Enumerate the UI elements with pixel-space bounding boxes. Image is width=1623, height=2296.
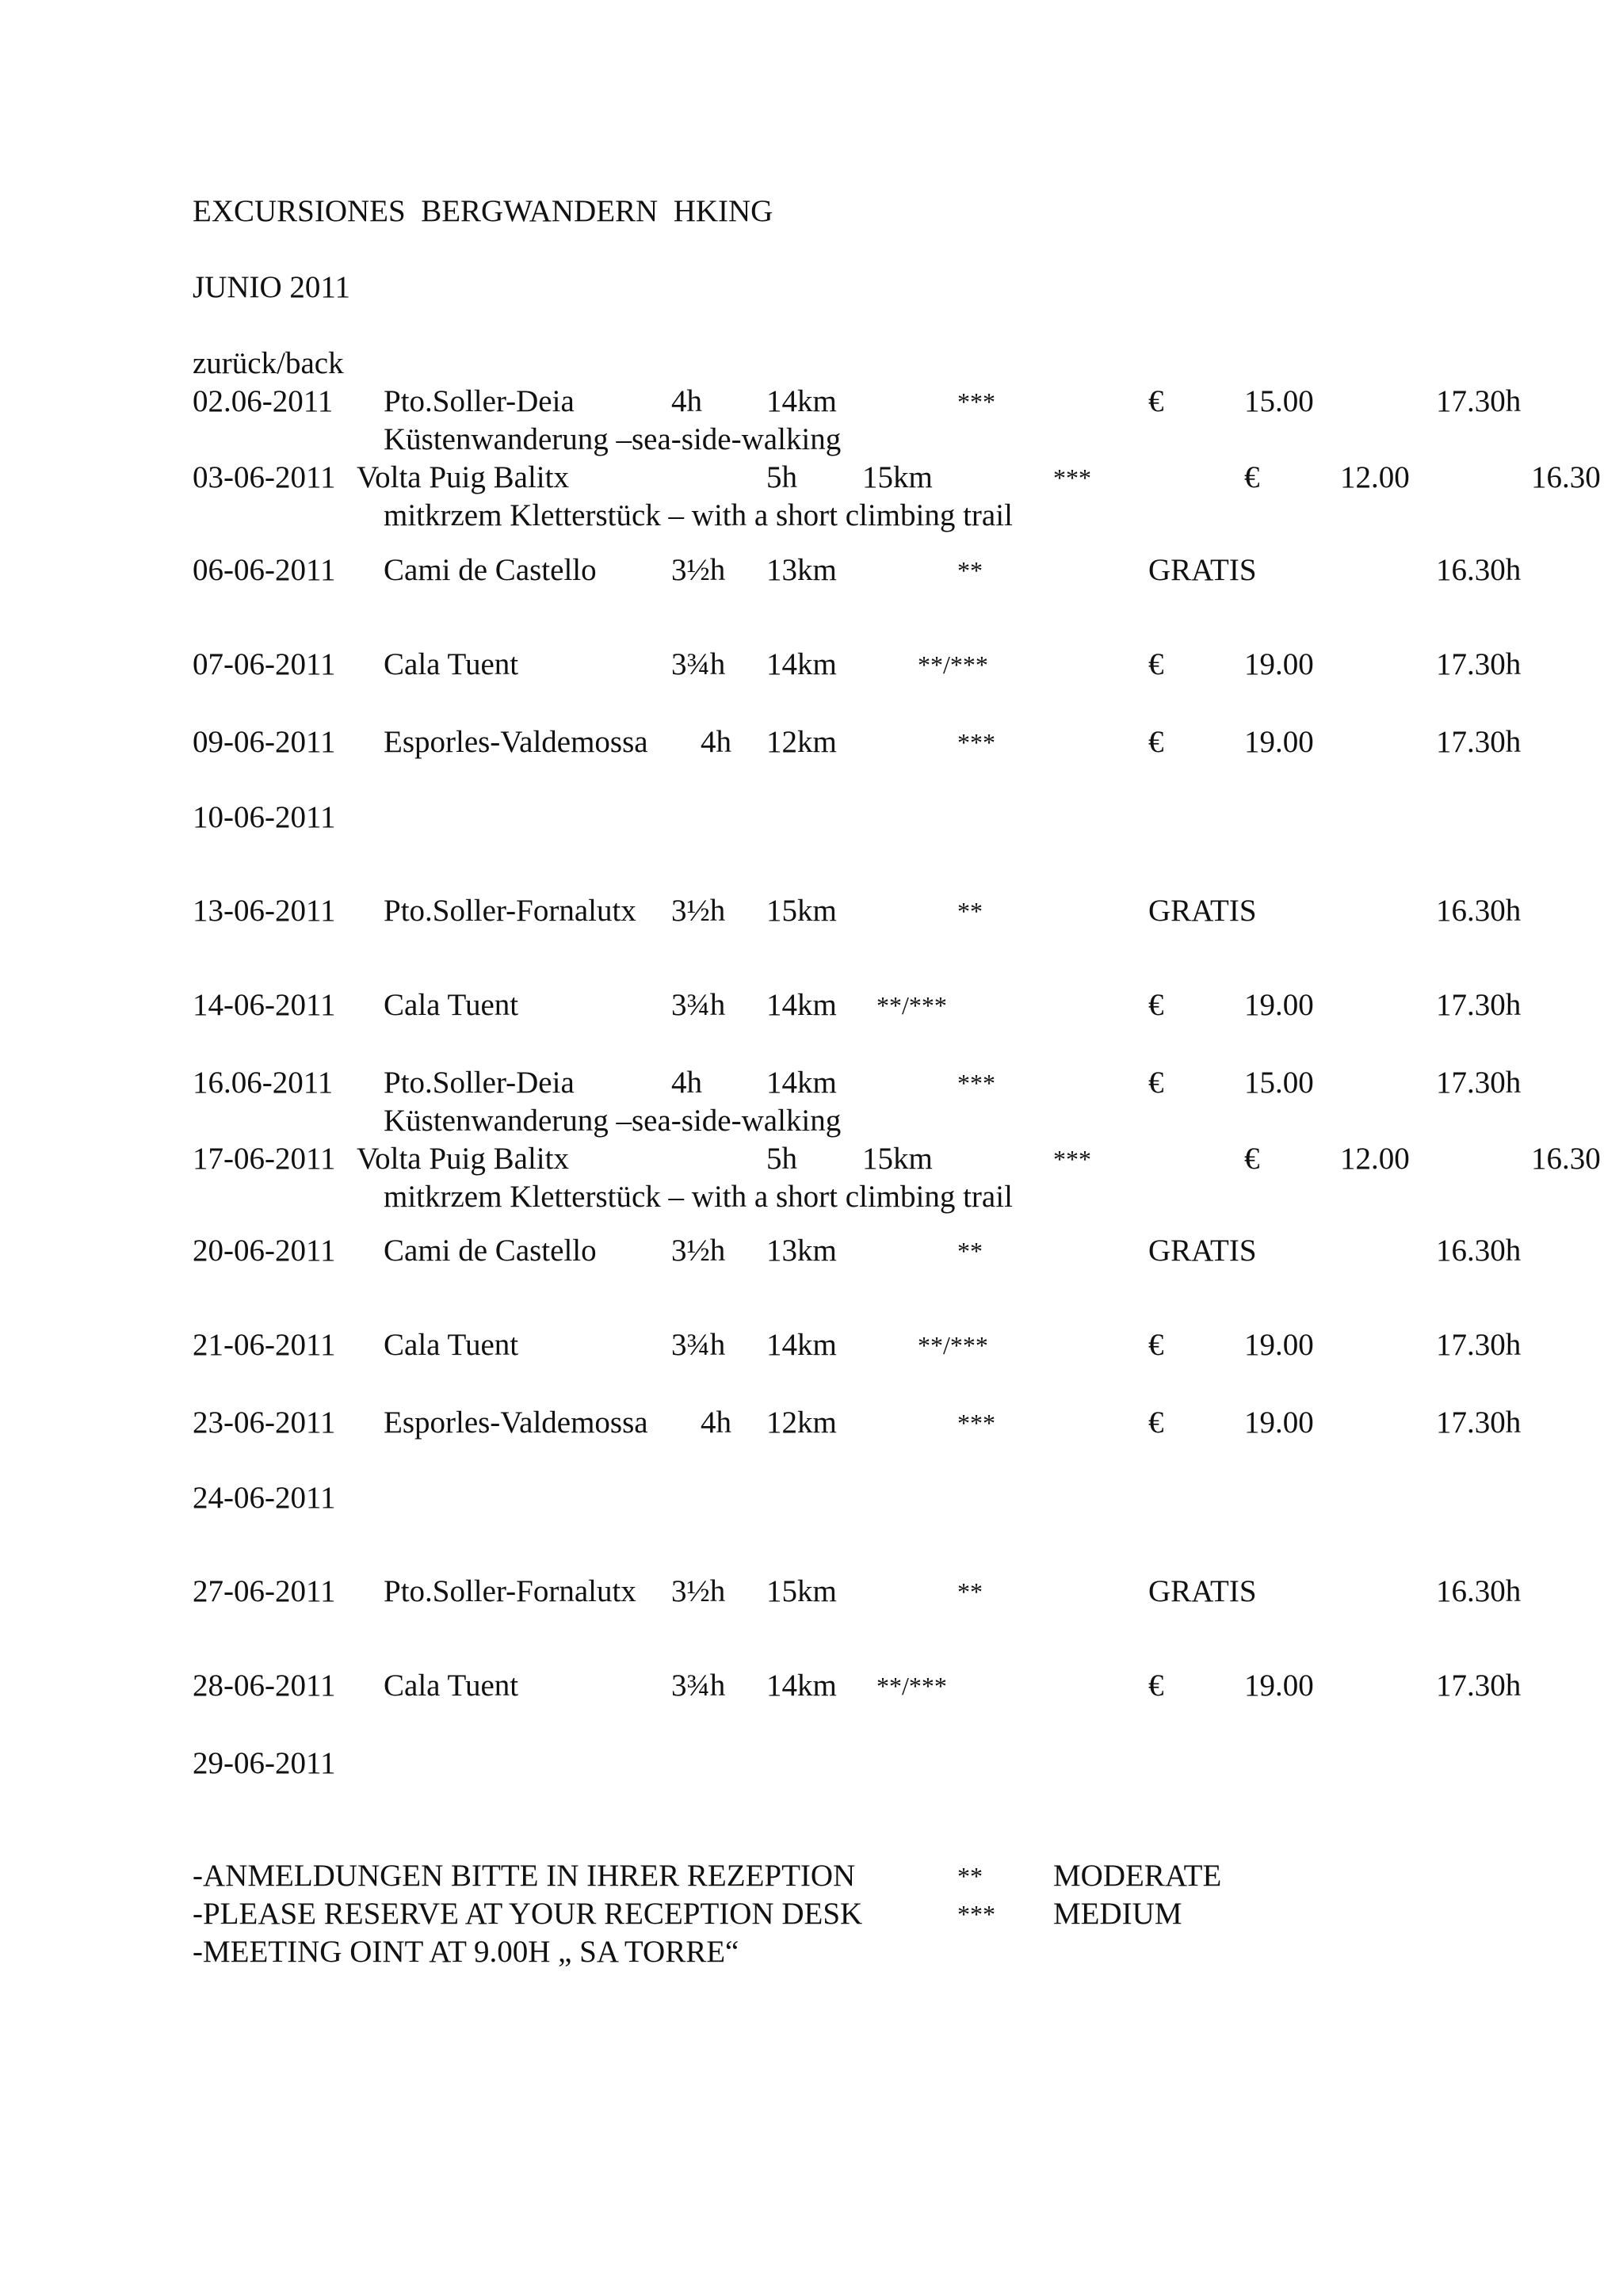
row-return-time: 16.30h xyxy=(1436,1234,1522,1268)
row-price: 15.00 xyxy=(1244,384,1314,418)
row-currency: € xyxy=(1148,725,1164,759)
row-difficulty: *** xyxy=(957,387,995,416)
row-distance: 15km xyxy=(862,460,933,494)
row-duration: 3½h xyxy=(671,553,726,587)
row-return-time: 17.30h xyxy=(1436,647,1522,681)
row-duration: 3¾h xyxy=(671,1669,726,1703)
row-return-time: 16.30h xyxy=(1436,894,1522,928)
row-date: 27-06-2011 xyxy=(193,1574,336,1608)
row-price: 12.00 xyxy=(1340,460,1410,494)
row-date: 02.06-2011 xyxy=(193,384,334,418)
row-difficulty: **/*** xyxy=(876,1672,947,1700)
row-route: Pto.Soller-Deia xyxy=(384,384,575,418)
row-price: GRATIS xyxy=(1148,1234,1257,1268)
row-difficulty: *** xyxy=(1053,463,1091,492)
row-note: mitkrzem Kletterstück – with a short climbing trail xyxy=(384,498,1013,532)
row-price: 19.00 xyxy=(1244,1405,1314,1440)
row-currency: € xyxy=(1148,647,1164,681)
row-distance: 14km xyxy=(766,988,837,1022)
document-title: EXCURSIONES BERGWANDERN HKING xyxy=(193,194,773,228)
row-return-time: 17.30h xyxy=(1436,384,1522,418)
row-duration: 3½h xyxy=(671,1234,726,1268)
row-duration: 3½h xyxy=(671,1574,726,1608)
row-price: 19.00 xyxy=(1244,1328,1314,1362)
row-duration: 3¾h xyxy=(671,1328,726,1362)
row-duration: 5h xyxy=(766,1142,797,1176)
row-route: Esporles-Valdemossa xyxy=(384,725,648,759)
row-price: 19.00 xyxy=(1244,725,1314,759)
legend-stars-moderate: ** xyxy=(957,1862,983,1890)
row-distance: 13km xyxy=(766,1234,837,1268)
row-route: Pto.Soller-Deia xyxy=(384,1066,575,1100)
row-distance: 14km xyxy=(766,1328,837,1362)
row-price: GRATIS xyxy=(1148,1574,1257,1608)
row-route: Cala Tuent xyxy=(384,988,519,1022)
legend-label-moderate: MODERATE xyxy=(1053,1859,1222,1893)
row-price: GRATIS xyxy=(1148,894,1257,928)
row-currency: € xyxy=(1244,1142,1260,1176)
row-distance: 12km xyxy=(766,725,837,759)
row-duration: 4h xyxy=(671,1066,702,1100)
row-date: 09-06-2011 xyxy=(193,725,336,759)
footer-registration-en: -PLEASE RESERVE AT YOUR RECEPTION DESK xyxy=(193,1897,863,1931)
row-price: 15.00 xyxy=(1244,1066,1314,1100)
row-date: 21-06-2011 xyxy=(193,1328,336,1362)
row-price: 19.00 xyxy=(1244,1669,1314,1703)
row-currency: € xyxy=(1148,1328,1164,1362)
row-price: 12.00 xyxy=(1340,1142,1410,1176)
row-route: Cami de Castello xyxy=(384,1234,597,1268)
row-price: 19.00 xyxy=(1244,647,1314,681)
row-difficulty: *** xyxy=(1053,1145,1091,1173)
row-distance: 14km xyxy=(766,647,837,681)
row-date: 24-06-2011 xyxy=(193,1481,336,1515)
row-return-time: 17.30h xyxy=(1436,1328,1522,1362)
row-return-time: 16.30h xyxy=(1436,1574,1522,1608)
row-distance: 13km xyxy=(766,553,837,587)
row-difficulty: *** xyxy=(957,1409,995,1437)
row-route: Esporles-Valdemossa xyxy=(384,1405,648,1440)
row-duration: 4h xyxy=(701,725,731,759)
row-date: 13-06-2011 xyxy=(193,894,336,928)
row-difficulty: ** xyxy=(957,1237,983,1265)
row-return-time: 17.30h xyxy=(1436,1405,1522,1440)
row-date: 14-06-2011 xyxy=(193,988,336,1022)
row-duration: 5h xyxy=(766,460,797,494)
row-difficulty: ** xyxy=(957,897,983,925)
row-note: Küstenwanderung –sea-side-walking xyxy=(384,422,842,456)
row-note: Küstenwanderung –sea-side-walking xyxy=(384,1104,842,1138)
row-return-time: 17.30h xyxy=(1436,988,1522,1022)
row-currency: € xyxy=(1148,988,1164,1022)
row-route: Volta Puig Balitx xyxy=(357,1142,569,1176)
row-distance: 12km xyxy=(766,1405,837,1440)
row-duration: 3¾h xyxy=(671,647,726,681)
row-date: 07-06-2011 xyxy=(193,647,336,681)
row-currency: € xyxy=(1148,1669,1164,1703)
row-return-time: 16.30h xyxy=(1436,553,1522,587)
row-duration: 4h xyxy=(701,1405,731,1440)
row-return-time: 16.30 xyxy=(1531,460,1601,494)
row-date: 10-06-2011 xyxy=(193,800,336,834)
row-return-time: 17.30h xyxy=(1436,1066,1522,1100)
footer-meeting-point: -MEETING OINT AT 9.00H „ SA TORRE“ xyxy=(193,1935,739,1969)
row-difficulty: *** xyxy=(957,728,995,757)
footer-registration-de: -ANMELDUNGEN BITTE IN IHRER REZEPTION xyxy=(193,1859,856,1893)
row-return-time: 17.30h xyxy=(1436,1669,1522,1703)
row-difficulty: **/*** xyxy=(876,991,947,1020)
row-price: GRATIS xyxy=(1148,553,1257,587)
row-difficulty: **/*** xyxy=(918,650,988,679)
row-route: Cala Tuent xyxy=(384,1669,519,1703)
row-distance: 14km xyxy=(766,1066,837,1100)
row-difficulty: **/*** xyxy=(918,1331,988,1360)
row-return-time: 17.30h xyxy=(1436,725,1522,759)
row-route: Cala Tuent xyxy=(384,1328,519,1362)
row-currency: € xyxy=(1148,1066,1164,1100)
legend-label-medium: MEDIUM xyxy=(1053,1897,1182,1931)
row-route: Volta Puig Balitx xyxy=(357,460,569,494)
row-route: Cami de Castello xyxy=(384,553,597,587)
row-date: 16.06-2011 xyxy=(193,1066,334,1100)
row-date: 28-06-2011 xyxy=(193,1669,336,1703)
row-route: Cala Tuent xyxy=(384,647,519,681)
row-distance: 14km xyxy=(766,1669,837,1703)
row-date: 29-06-2011 xyxy=(193,1746,336,1780)
row-date: 06-06-2011 xyxy=(193,553,336,587)
row-distance: 15km xyxy=(862,1142,933,1176)
row-duration: 4h xyxy=(671,384,702,418)
row-route: Pto.Soller-Fornalutx xyxy=(384,1574,636,1608)
row-currency: € xyxy=(1148,384,1164,418)
row-difficulty: ** xyxy=(957,556,983,585)
row-price: 19.00 xyxy=(1244,988,1314,1022)
row-duration: 3¾h xyxy=(671,988,726,1022)
row-currency: € xyxy=(1244,460,1260,494)
return-column-label: zurück/back xyxy=(193,346,344,380)
row-note: mitkrzem Kletterstück – with a short climbing trail xyxy=(384,1180,1013,1214)
row-date: 17-06-2011 xyxy=(193,1142,336,1176)
row-return-time: 16.30 xyxy=(1531,1142,1601,1176)
row-currency: € xyxy=(1148,1405,1164,1440)
row-distance: 15km xyxy=(766,894,837,928)
row-route: Pto.Soller-Fornalutx xyxy=(384,894,636,928)
row-distance: 15km xyxy=(766,1574,837,1608)
row-duration: 3½h xyxy=(671,894,726,928)
legend-stars-medium: *** xyxy=(957,1900,995,1928)
row-date: 23-06-2011 xyxy=(193,1405,336,1440)
row-distance: 14km xyxy=(766,384,837,418)
row-difficulty: ** xyxy=(957,1577,983,1606)
month-label: JUNIO 2011 xyxy=(193,270,350,304)
row-date: 20-06-2011 xyxy=(193,1234,336,1268)
row-difficulty: *** xyxy=(957,1069,995,1097)
row-date: 03-06-2011 xyxy=(193,460,336,494)
